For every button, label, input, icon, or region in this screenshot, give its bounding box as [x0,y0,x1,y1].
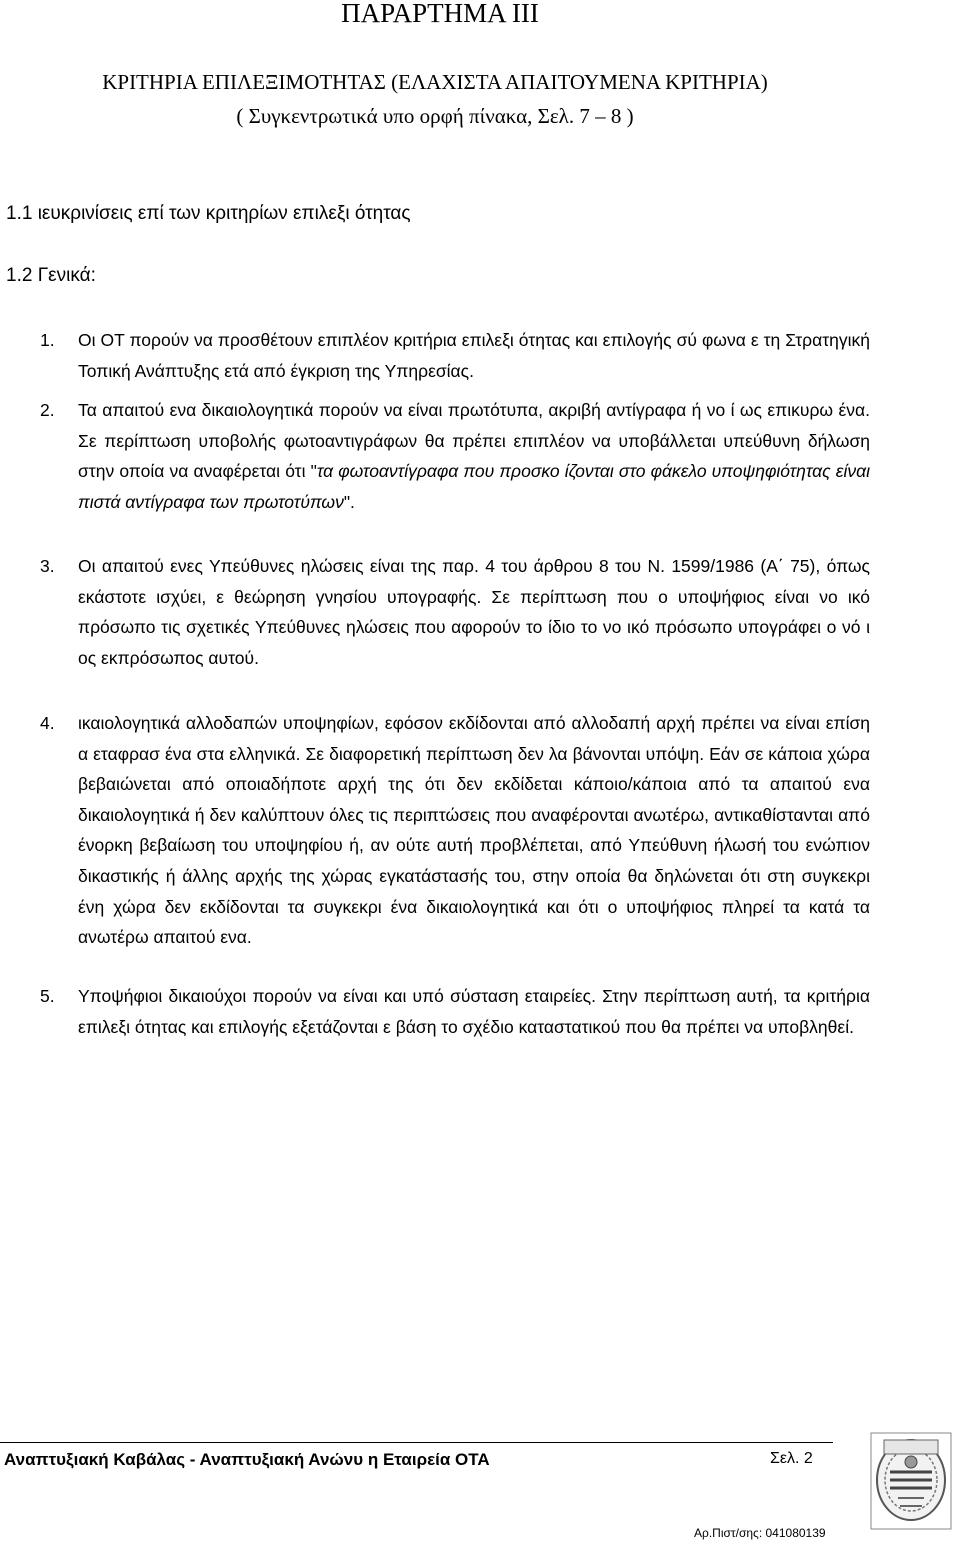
list-item-text: Οι ΟΤ πορούν να προσθέτουν επιπλέον κριτήρια επιλεξι ότητας και επιλογής σύ φωνα ε τη Στρατηγική Τοπική Ανάπτυξης ετά από έγκριση της Υπηρεσίας. [78,330,870,381]
section-heading-general: 1.2 Γενικά: [6,265,96,286]
italic-quote: τα φωτοαντίγραφα που προσκο ίζονται στο φάκελο υποψηφιότητας είναι πιστά αντίγραφα των πρωτοτύπων [78,461,870,512]
list-item-number: 4. [40,713,55,733]
footer-organization: Αναπτυξιακή Καβάλας - Αναπτυξιακή Ανώνυ η Εταιρεία ΟΤΑ [4,1450,490,1469]
list-item [40,981,870,1042]
list-item-number: 5. [40,986,55,1006]
subtitle-criteria: ΚΡΙΤΗΡΙΑ ΕΠΙΛΕΞΙΜΟΤΗΤΑΣ (ΕΛΑΧΙΣΤΑ ΑΠΑΙΤΟΥΜΕΝΑ ΚΡΙΤΗΡΙΑ) [102,70,768,94]
list-item [40,325,870,386]
list-item-text: Υποψήφιοι δικαιούχοι πορούν να είναι και υπό σύσταση εταιρείες. Στην περίπτωση αυτή, τα κριτήρια επιλεξι ότητας και επιλογής εξετάζονται ε βάση το σχέδιο καταστατικού που θα πρέπει να υποβληθεί. [78,986,870,1037]
list-item [40,708,870,953]
list-item-number: 3. [40,556,55,576]
list-item-number: 1. [40,330,55,350]
page-title: ΠΑΡΑΡΤΗΜΑ ΙΙΙ [341,0,539,28]
list-item-text: ικαιολογητικά αλλοδαπών υποψηφίων, εφόσον εκδίδονται από αλλοδαπή αρχή πρέπει να είναι επίση α εταφρασ ένα στα ελληνικά. Σε διαφορετική περίπτωση δεν λα βάνονται υπόψη. Εάν σε κάποια χώρα βεβαιώνεται από οποιαδήποτε αρχή της ότι δεν εκδίδεται κάποιο/κάποια από τα απαιτού ενα δικαιολογητικά ή δεν καλύπτουν όλες τις περιπτώσεις που αναφέρονται ανωτέρω, αντικαθίστανται από ένορκη βεβαίωση του υποψηφίου ή, αν ούτε αυτή προβλέπεται, από Υπεύθυνη ήλωσή του ενώπιον δικαστικής ή άλλης αρχής της χώρας εγκατάστασής του, στην οποία θα δηλώνεται ότι στη συγκεκρι ένη χώρα δεν εκδίδονται τα συγκεκρι ένα δικαιολογητικά και ότι ο υποψήφιος πληρεί τα κατά τα ανωτέρω απαιτού ενα. [78,713,870,948]
list-item-number: 2. [40,400,55,420]
list-item-text: Οι απαιτού ενες Υπεύθυνες ηλώσεις είναι της παρ. 4 του άρθρου 8 του Ν. 1599/1986 (Α΄ 75), όπως εκάστοτε ισχύει, ε θεώρηση γνησίου υπογραφής. Σε περίπτωση που ο υποψήφιος είναι νο ικό πρόσωπο τις σχετικές Υπεύθυνες ηλώσεις που αφορούν το ίδιο το νο ικό πρόσωπο υπογράφει ο νό ι ος εκπρόσωπος αυτού. [78,556,870,668]
list-item [40,551,870,673]
certification-stamp-icon [870,1432,952,1540]
subtitle-reference: ( Συγκεντρωτικά υπο ορφή πίνακα, Σελ. 7 – 8 ) [236,104,634,128]
list-item [40,395,870,517]
section-heading-clarifications: 1.1 ιευκρινίσεις επί των κριτηρίων επιλεξι ότητας [6,203,411,224]
list-item-text-part: Τα απαιτού ενα δικαιολογητικά πορούν να είναι πρωτότυπα, ακριβή αντίγραφα ή νο ί ως επικυρω ένα. Σε περίπτωση υποβολής φωτοαντιγράφων θα πρέπει επιπλέον να υποβάλλεται υπεύθυνη δήλωση στην οποία να αναφέρεται ότι " [78,400,870,482]
footer-divider [0,1442,833,1443]
list-item-text-end: ". [343,491,355,512]
list-item-text [78,395,870,517]
protocol-number: Αρ.Πιστ/σης: 041080139 [694,1526,826,1540]
page-number: Σελ. 2 [770,1450,813,1467]
